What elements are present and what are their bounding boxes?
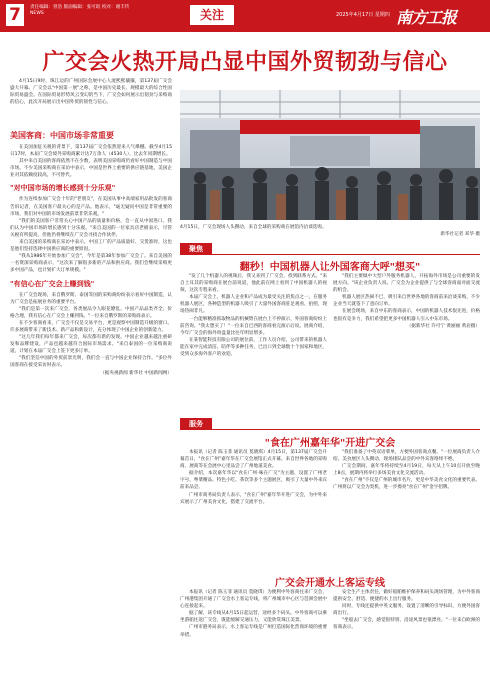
paragraph: 广州市港务局表示，水上客运专线是广州打造国际化营商环境的重要举措。 <box>180 625 327 638</box>
paragraph: 据介绍，本次嘉年华以"食在广州·味在广交"为主题，设置了广州老字号、粤菜精品、特色小吃、茶饮等多个主题展区，吸引了大量中外来宾前来品尝。 <box>180 471 327 491</box>
caption-text: 4月15日，广交会现场人头攒动，来自全球的采购商在展馆内洽谈选购。 <box>180 225 327 230</box>
issue-date: 2025年4月17日 星期四 <box>336 12 390 18</box>
paragraph: 机器人展区热闹不已，吸引来自世界各地的客商前来洽谈采购，不少企业当天就签下了意向订单。 <box>333 295 480 308</box>
paragraph: 在美国加征关税的背景下，第137届广交会依然迎来人气爆棚。截至4月15日17时，本届广交会境外采购商累计达7万余人（4530人），比去年同期增长。 <box>10 145 172 158</box>
byline: （据央视新闻 新华社 中国新闻网） <box>100 370 172 376</box>
subtitle-optimistic: "对中国市场的增长感到十分乐观" <box>10 184 116 193</box>
subtitle-confidence: "有信心在广交会上赚到钱" <box>10 279 95 288</box>
food-article-title: "食在广州嘉年华"开进广交会 <box>264 438 396 449</box>
paragraph: "发了几个机器人的视频后，我又来到了广交会，找到联系方式。"来自土耳其的采购商在展台前说道，他此前在网上看到了中国机器人的视频，这次专程来看。 <box>180 274 327 294</box>
paragraph: "我们主要做中大型户外服务机器人，开拓海外市场是公司重要的发展方向。"该企业负责人说。广交会为企业提供了与全球客商面对面交流的机会。 <box>333 274 480 294</box>
divider <box>212 254 480 255</box>
paragraph: 一台能够精准抓取物品的机械臂在展台上不停演示，外国客商纷纷上前咨询。"我太想买了！"一位来自巴西的客商看完演示后说。展商介绍，今年广交会的海外询盘量比往年明显增多。 <box>180 316 327 336</box>
paragraph: "我从1986年开始参加广交会"，今年是第38年参加广交会了。来自美国的一名资深采购商表示，"这次来了解很多新的产品和供应商。我们会继续采购更多中国产品，也计划扩大订单规模。" <box>10 254 172 274</box>
page-header <box>0 0 490 32</box>
paragraph: 在广交会现场，来自俄罗斯、泰国等国的采购商纷纷表示看好中国制造，认为广交会是拓展业务的重要平台。 <box>10 292 172 305</box>
section-english: NEWS <box>30 11 44 16</box>
photo-caption <box>180 224 480 238</box>
lead-paragraph: 4月15日9时，珠江边的广州国际会展中心人流熙熙攘攘，第137届广交会盛大开幕。广交会以"中国第一展"之称，是中国历史最长、规模最大的综合性国际贸易盛会。在国际贸易形势风云变幻的当下，广交会如何展示出韧劲与采购商的信心，此次开局展示出中国外贸的韧性与信心。 <box>10 79 172 106</box>
page-headline: 广交会火热开局凸显中国外贸韧劲与信心 <box>42 50 448 75</box>
news-photo <box>180 90 480 220</box>
food-article-col-b <box>333 449 480 571</box>
ferry-article-col-a <box>180 589 327 684</box>
paragraph: 广交会期间，嘉年华将持续至4月19日，每天从上午10点开放至晚上8点，展期内将举行多场美食文化交流活动。 <box>333 464 480 477</box>
paragraph: 本报讯（记者 陈玉菲 通讯员 莫晓琪）为便利中外客商往来广交会，广州港集团开通了广交会水上客运专线，将广州城市中心区与琶洲会展中心连接起来。 <box>180 590 327 610</box>
editor-credits: 责任编辑：曾浩 版面编辑：张可珉 校对：谢丰传 <box>30 5 130 10</box>
byline: （据新华社 许可宁 黄丽丽 黄岩摄） <box>406 323 480 329</box>
exhibition-hall-image <box>180 90 480 220</box>
robot-article-col-a <box>180 273 327 411</box>
paragraph: "我们坚信中国的外贸前景光明，我们会一直与中国企业保持合作。"多位外国客商在接受采访时表示。 <box>10 356 172 369</box>
divider <box>212 429 480 430</box>
paragraph: "我们是第一次来广交会，各类展品令人眼花缭乱。中国产品品类齐全、价格合理，我有信心在广交会上赚到钱。"一位来自俄罗斯的采购商表示。 <box>10 306 172 319</box>
paragraph: "坐船去广交会，感觉很特别，沿途风景也很漂亮。"一位来自欧洲的客商表示。 <box>333 618 480 631</box>
paragraph: 在不少客商看来，广交会不仅是交易平台，更是观察中国制造升级的窗口。许多展商带来了新技术、新产品和新设计，充分体现了中国企业的创新能力。 <box>10 320 172 333</box>
section-name: 关注 <box>190 5 234 25</box>
paragraph: 作为连续参加广交会十年的"老朋友"，在美国从事中高端家用品批发的客商告诉记者，在美国客户最关心的是产品。他表示，"毫无疑问中国是非常重要的市场，我们对中国的市场发展前景非常乐观。" <box>10 197 172 217</box>
photo-credit: 新华社记者 邓华 摄 <box>440 232 480 237</box>
section-tag-service: 服务 <box>180 418 212 430</box>
robot-article-title: 翻秒！中国机器人让外国客商大呼"想买" <box>239 262 421 273</box>
paragraph: "这几年我们每年都来广交会，每次都有新的发现。中国企业越来越注重研发和品牌建设，产品也越来越符合国际市场需求。"来自泰国的一位采购商说道，计划在本届广交会上签下更多订单。 <box>10 335 172 355</box>
ferry-article-col-b <box>333 589 480 684</box>
paragraph: 来自美国的采购商在采访中表示，中国工厂的产品质量好、交货准时，这也是他们坚持选择中国供应商的重要原因。 <box>10 240 172 253</box>
paragraph: 在某智能科技有限公司的展位前，工作人员介绍，公司带来的机器人能在家中完成清洁、陪伴等多种任务，已出口到全球数十个国家和地区，受到众多海外客户的欢迎。 <box>180 337 327 358</box>
paragraph: 本届广交会上，机器人企业和产品成为最受关注的焦点之一。在服务机器人展区，各种造型的机器人吸引了大量外国客商驻足观看、拍照，现场热闹非凡。 <box>180 295 327 315</box>
paragraph: 其中来自美国的客商依然不在少数，表明美国采购商仍看好中国制造与中国市场。不少美国采购商在采访中表示，中国是世界上重要的供应链基地，美国企业对其依赖度较高，不可替代。 <box>10 159 172 179</box>
subtitle-us-buyers: 美国客商：中国市场非常重要 <box>10 131 114 140</box>
lead-block <box>10 78 172 124</box>
paragraph: 本报讯（记者 陈玉菲 通讯员 莫晓琪）4月15日，第137届广交会开幕首日，"食在广州"嘉年华在广交会展馆正式开幕。来自世界各地的采购商、展商等在会展中心里品尝了广州地道美食。 <box>180 450 327 470</box>
section-tag-focus: 聚焦 <box>180 243 212 255</box>
paragraph: "食在广州"不仅是广州的城市名片，更是中华美食文化的重要代表。广州将以广交会为契机，进一步擦亮"食在广州"金字招牌。 <box>333 478 480 491</box>
page-number: 7 <box>6 4 24 26</box>
column-left <box>10 127 172 682</box>
paragraph: 广州市商务局负责人表示，"食在广州"嘉年华开进广交会，为中外来宾展示了广州美食文化，搭建了交流平台。 <box>180 492 327 505</box>
newspaper-logo: 南方工报 <box>396 8 457 27</box>
paragraph: 安全生产主体责任，做好船舶维护保养和码头现场管理，为中外客商提供安全、舒适、便捷的水上出行服务。 <box>333 590 480 603</box>
paragraph: "我们的美国客户非常关心中国产品的质量和价格，会一直从中国进口。我们认为中国市场的增长感到十分乐观。"来自美国的一位家具店老板表示，尽管关税有所提高，但他仍将继续在广交会寻找合作伙伴。 <box>10 218 172 238</box>
paragraph: 同时，专线还提供中英文服务，设置了清晰的引导标识，方便外国客商出行。 <box>333 604 480 617</box>
paragraph: 在展会现场，来自中东的客商表示，中国的机器人技术很先进，价格也很有竞争力，我们希望把更多中国机器人引入中东市场。 <box>333 309 480 322</box>
food-article-col-a <box>180 449 327 571</box>
paragraph: "我们准备了中英双语菜单，方便外国客商点餐。"一位展商负责人介绍。美食展区人头攒动，现场排队品尝的中外宾客络绎不绝。 <box>333 450 480 463</box>
robot-article-col-b <box>333 273 480 411</box>
ferry-article-title: 广交会开通水上客运专线 <box>275 578 385 589</box>
paragraph: 据了解，该专线从4月15日起运营，途经多个码头。中外客商可以乘坐游船往返广交会，既能缓解交通压力，又能欣赏珠江美景。 <box>180 611 327 624</box>
